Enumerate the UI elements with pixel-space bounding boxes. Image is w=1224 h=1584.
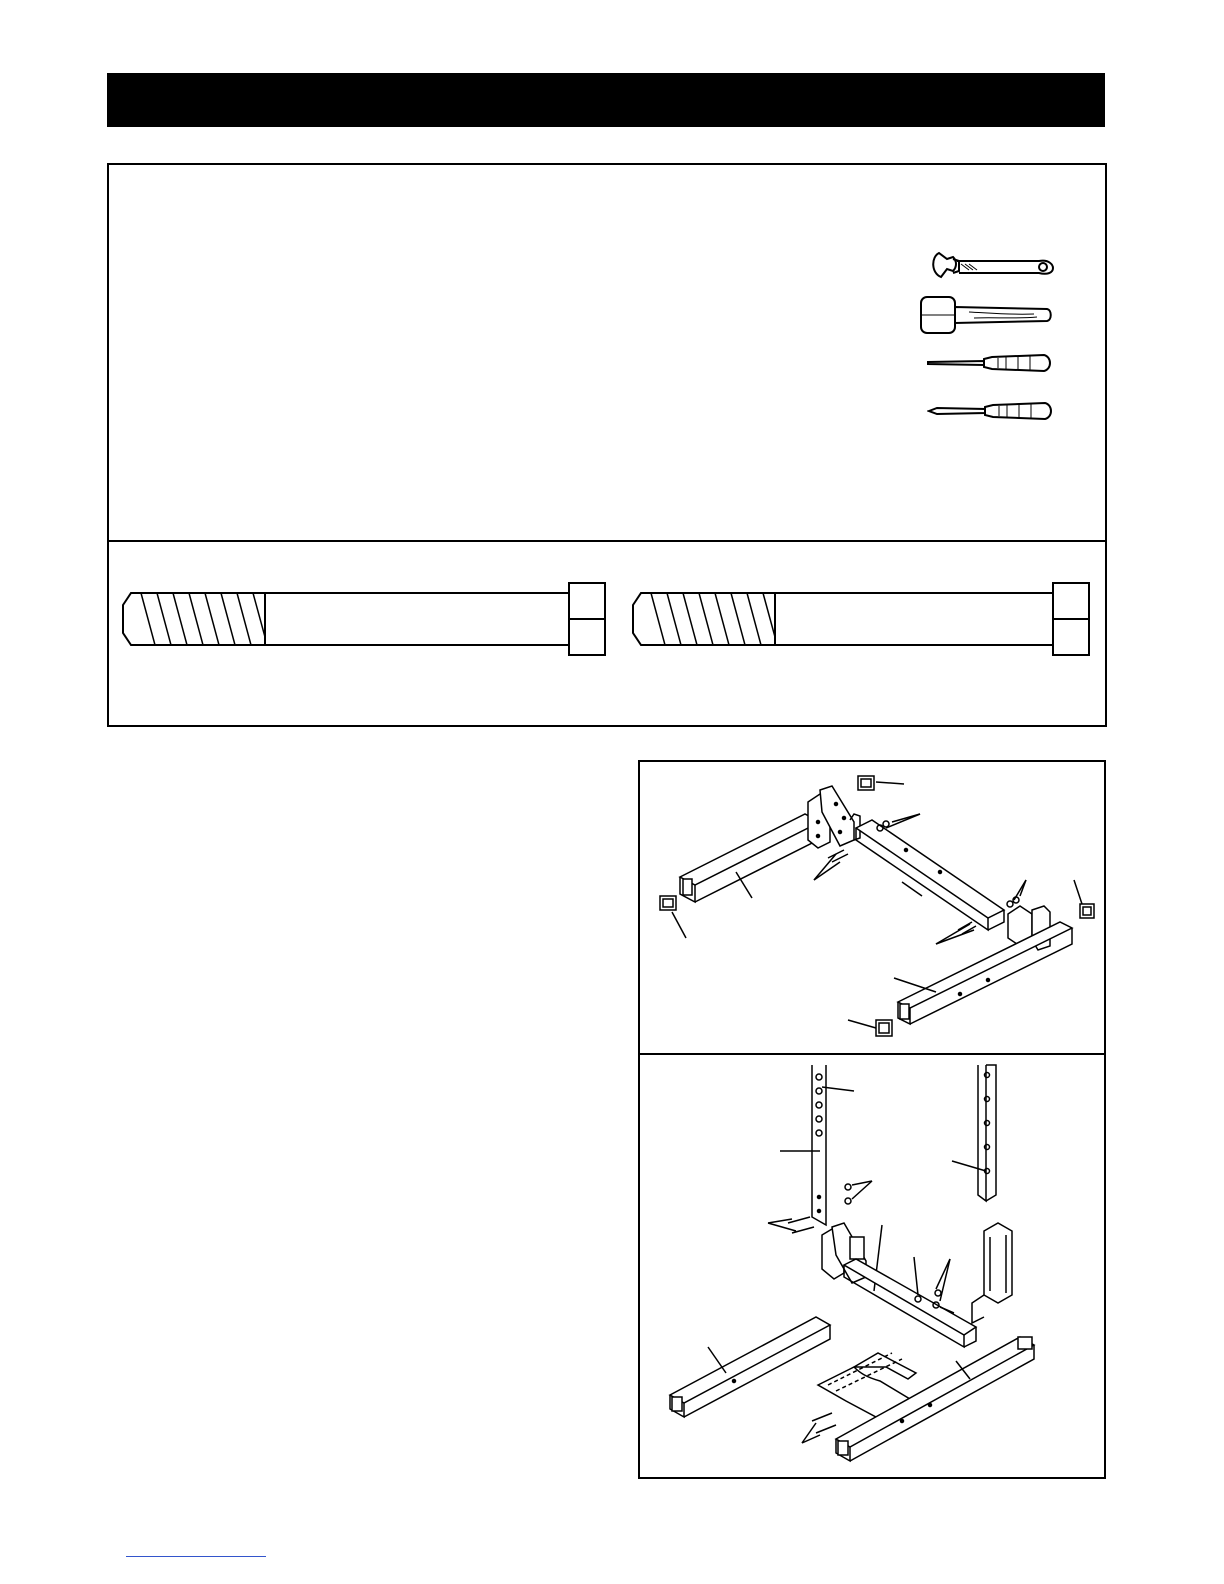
assembly-diagrams-panel (638, 760, 1106, 1479)
flat-screwdriver-icon (924, 349, 1054, 377)
bolt-gauge-left (121, 581, 611, 657)
footer-link-underline[interactable] (126, 1556, 266, 1557)
bolt-gauge-right (631, 581, 1095, 657)
instructions-column (107, 760, 607, 1475)
title-bar (107, 73, 1105, 127)
tools-and-hardware-panel (107, 163, 1107, 727)
section-divider (109, 540, 1105, 542)
step-1-diagram (640, 762, 1104, 1053)
adjustable-wrench-icon (929, 247, 1057, 287)
phillips-screwdriver-icon (927, 397, 1057, 425)
step-2-diagram (640, 1055, 1104, 1475)
rubber-mallet-icon (919, 293, 1054, 337)
